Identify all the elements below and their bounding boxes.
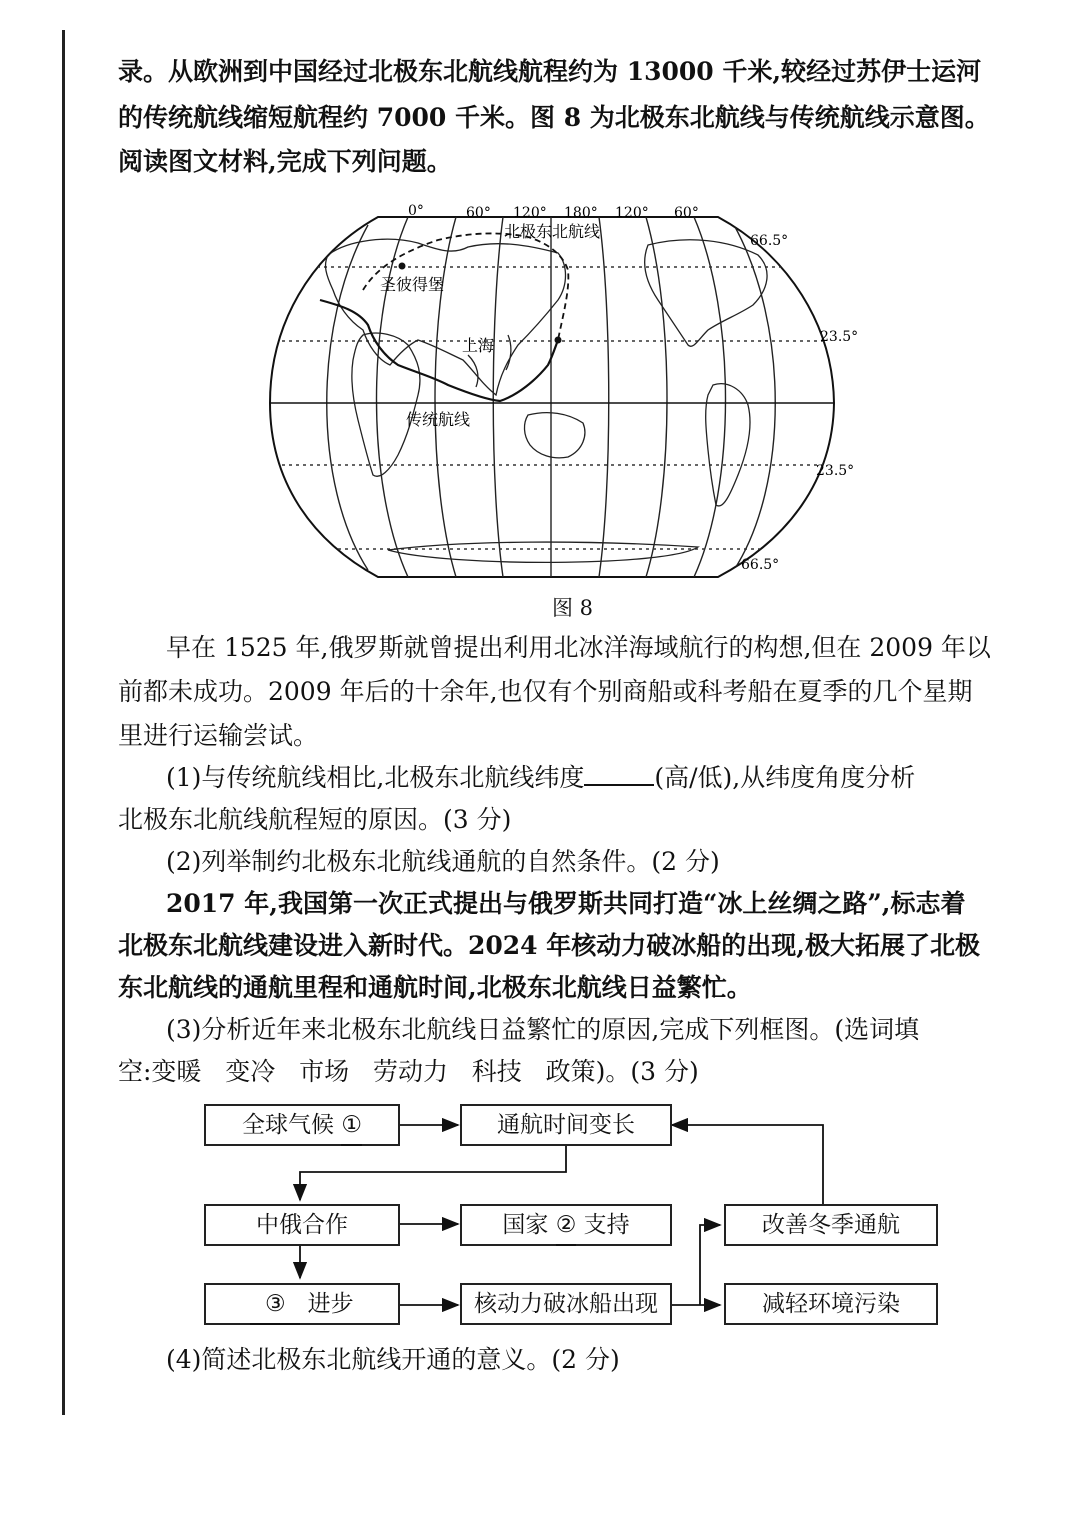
label-st-petersburg: 圣彼得堡 [380, 275, 445, 294]
lat-label-n-arctic: 66.5° [750, 233, 789, 249]
label-traditional-route: 传统航线 [406, 410, 471, 429]
lon-label-4: 120° [615, 205, 649, 221]
flow-climate-label: 全球气候 [242, 1112, 335, 1138]
flow-progress-suffix: 进步 [307, 1291, 354, 1317]
flow-box-sino-russia-coop: 中俄合作 [204, 1204, 400, 1246]
label-shanghai: 上海 [462, 336, 495, 355]
question-3-line-2: 空:变暖 变冷 市场 劳动力 科技 政策)。(3 分) [118, 1057, 699, 1086]
para2-line-3: 里进行运输尝试。 [118, 721, 319, 750]
flow-box-progress [204, 1283, 400, 1325]
intro-line-1: 录。从欧洲到中国经过北极东北航线航程约为 13000 千米,较经过苏伊士运河 [118, 57, 982, 86]
question-1-prefix: (1)与传统航线相比,北极东北航线纬度 [166, 763, 585, 792]
flow-box-nav-time: 通航时间变长 [460, 1104, 672, 1146]
lat-label-s-antarctic: 66.5° [741, 557, 780, 573]
figure-caption: 图 8 [552, 596, 594, 620]
question-4: (4)简述北极东北航线开通的意义。(2 分) [166, 1345, 620, 1374]
flow-state-prefix: 国家 [502, 1212, 549, 1238]
flow-box-icebreaker: 核动力破冰船出现 [460, 1283, 672, 1325]
intro-line-2: 的传统航线缩短航程约 7000 千米。图 8 为北极东北航线与传统航线示意图。 [118, 103, 990, 132]
lat-label-n-tropic: 23.5° [820, 329, 859, 345]
flow-blank-2[interactable]: ② [556, 1206, 577, 1246]
para2-line-1: 早在 1525 年,俄罗斯就曾提出利用北冰洋海域航行的构想,但在 2009 年以 [166, 633, 991, 662]
para3-line-1: 2017 年,我国第一次正式提出与俄罗斯共同打造“冰上丝绸之路”,标志着 [166, 889, 966, 918]
flow-state-suffix: 支持 [583, 1212, 630, 1238]
question-1-line-2: 北极东北航线航程短的原因。(3 分) [118, 805, 512, 834]
flow-box-winter-nav: 改善冬季通航 [724, 1204, 938, 1246]
label-northeast-route: 北极东北航线 [504, 222, 601, 241]
flow-box-state-support [460, 1204, 672, 1246]
lon-label-3: 180° [564, 205, 598, 221]
para2-line-2: 前都未成功。2009 年后的十余年,也仅有个别商船或科考船在夏季的几个星期 [118, 677, 973, 706]
question-2: (2)列举制约北极东北航线通航的自然条件。(2 分) [166, 847, 720, 876]
lon-label-1: 60° [466, 205, 491, 221]
lat-label-s-tropic: 23.5° [816, 463, 855, 479]
lon-label-0: 0° [408, 203, 424, 219]
question-1-suffix: (高/低),从纬度角度分析 [654, 763, 916, 792]
flow-box-pollution: 减轻环境污染 [724, 1283, 938, 1325]
lon-label-2: 120° [513, 205, 547, 221]
para3-line-3: 东北航线的通航里程和通航时间,北极东北航线日益繁忙。 [118, 973, 752, 1002]
flow-blank-1[interactable]: ① [341, 1106, 362, 1146]
question-3-line-1: (3)分析近年来北极东北航线日益繁忙的原因,完成下列框图。(选词填 [166, 1015, 920, 1044]
flow-box-global-climate [204, 1104, 400, 1146]
intro-line-3: 阅读图文材料,完成下列问题。 [118, 147, 452, 176]
flow-blank-3[interactable]: ③ [250, 1285, 300, 1325]
lon-label-5: 60° [674, 205, 699, 221]
para3-line-2: 北极东北航线建设进入新时代。2024 年核动力破冰船的出现,极大拓展了北极 [118, 931, 980, 960]
